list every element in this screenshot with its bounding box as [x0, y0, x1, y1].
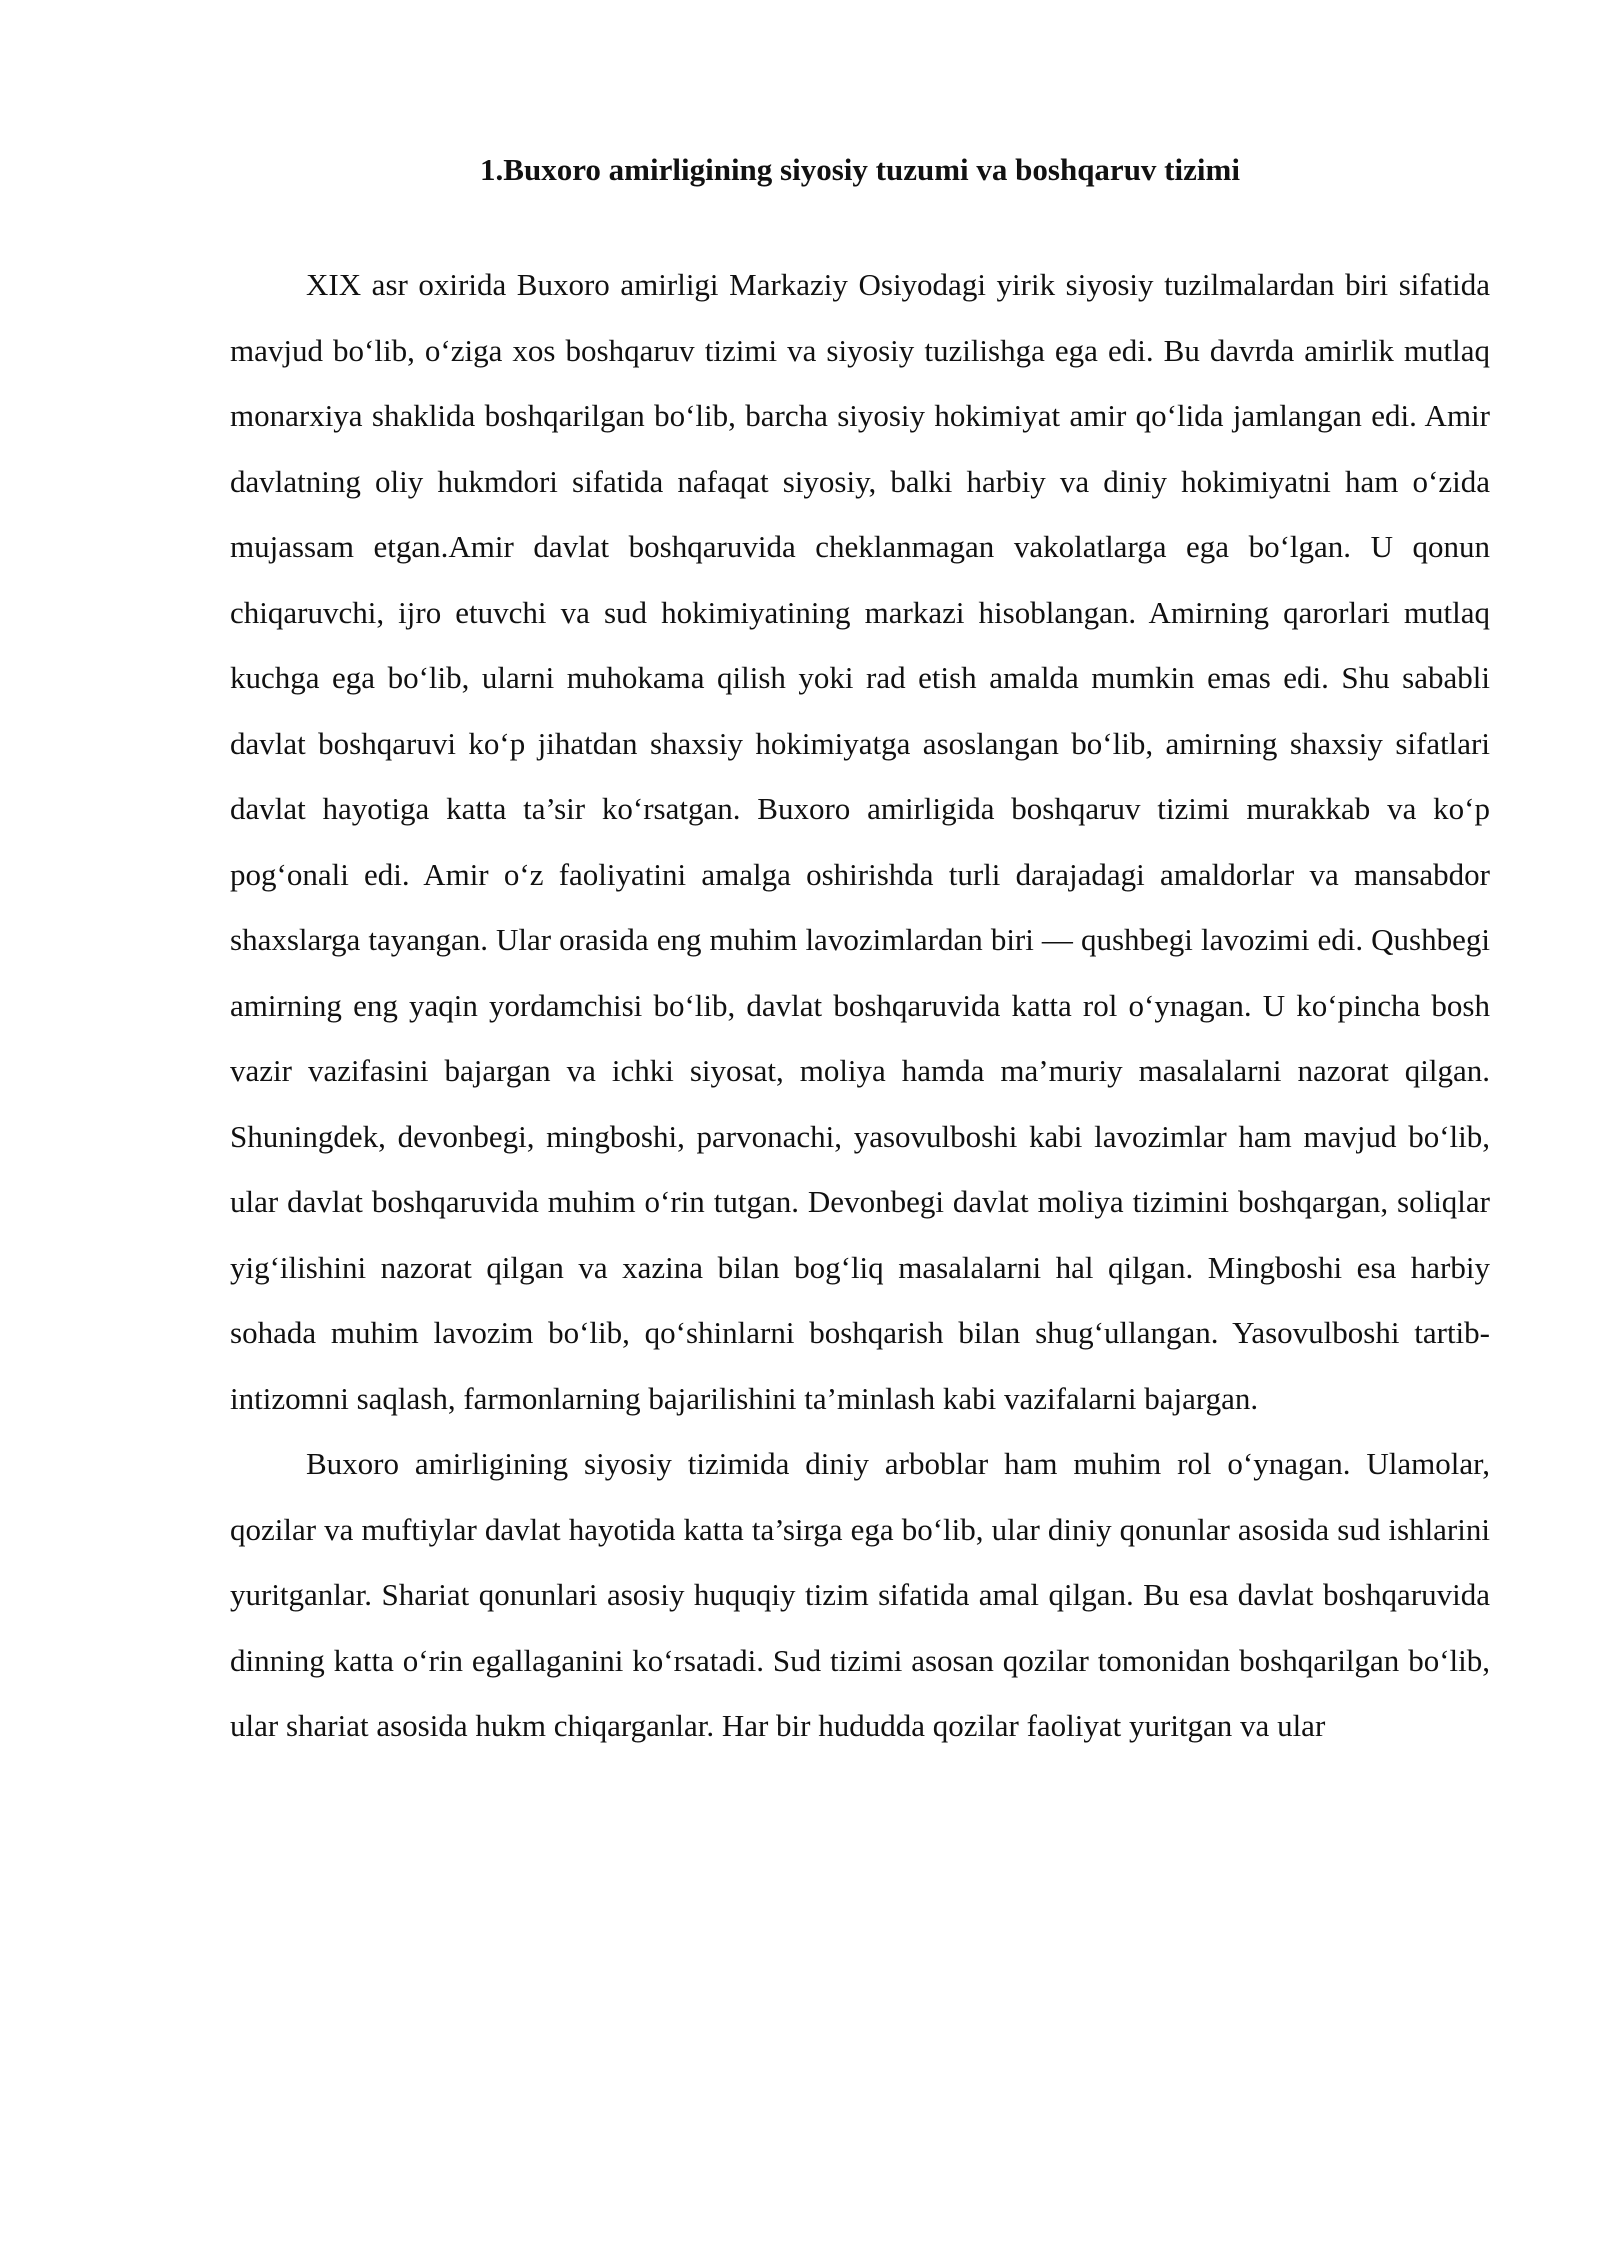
section-heading: 1.Buxoro amirligining siyosiy tuzumi va boshqaruv tizimi [480, 152, 1240, 187]
paragraph-1: XIX asr oxirida Buxoro amirligi Markaziy Osiyodagi yirik siyosiy tuzilmalardan biri sifatida mavjud bo‘lib, o‘ziga xos boshqaruv tizimi va siyosiy tuzilishga ega edi. Bu davrda amirlik mutlaq monarxiya shaklida boshqarilgan bo‘lib, barcha siyosiy hokimiyat amir qo‘lida jamlangan edi. Amir davlatning oliy hukmdori sifatida nafaqat siyosiy, balki harbiy va diniy hokimiyatni ham o‘zida mujassam etgan.Amir davlat boshqaruvida cheklanmagan vakolatlarga ega bo‘lgan. U qonun chiqaruvchi, ijro etuvchi va sud hokimiyatining markazi hisoblangan. Amirning qarorlari mutlaq kuchga ega bo‘lib, ularni muhokama qilish yoki rad etish amalda mumkin emas edi. Shu sababli davlat boshqaruvi ko‘p jihatdan shaxsiy hokimiyatga asoslangan bo‘lib, amirning shaxsiy sifatlari davlat hayotiga katta ta’sir ko‘rsatgan. Buxoro amirligida boshqaruv tizimi murakkab va ko‘p pog‘onali edi. Amir o‘z faoliyatini amalga oshirishda turli darajadagi amaldorlar va mansabdor shaxslarga tayangan. Ular orasida eng muhim lavozimlardan biri — qushbegi lavozimi edi. Qushbegi amirning eng yaqin yordamchisi bo‘lib, davlat boshqaruvida katta rol o‘ynagan. U ko‘pincha bosh vazir vazifasini bajargan va ichki siyosat, moliya hamda ma’muriy masalalarni nazorat qilgan. Shuningdek, devonbegi, mingboshi, parvonachi, yasovulboshi kabi lavozimlar ham mavjud bo‘lib, ular davlat boshqaruvida muhim o‘rin tutgan. Devonbegi davlat moliya tizimini boshqargan, soliqlar yig‘ilishini nazorat qilgan va xazina bilan bog‘liq masalalarni hal qilgan. Mingboshi esa harbiy sohada muhim lavozim bo‘lib, qo‘shinlarni boshqarish bilan shug‘ullangan. Yasovulboshi tartib-intizomni saqlash, farmonlarning bajarilishini ta’minlash kabi vazifalarni bajargan. [230, 267, 1490, 1416]
paragraph-2: Buxoro amirligining siyosiy tizimida diniy arboblar ham muhim rol o‘ynagan. Ulamolar, qozilar va muftiylar davlat hayotida katta ta’sirga ega bo‘lib, ular diniy qonunlar asosida sud ishlarini yuritganlar. Shariat qonunlari asosiy huquqiy tizim sifatida amal qilgan. Bu esa davlat boshqaruvida dinning katta o‘rin egallaganini ko‘rsatadi. Sud tizimi asosan qozilar tomonidan boshqarilgan bo‘lib, ular shariat asosida hukm chiqarganlar. Har bir hududda qozilar faoliyat yuritgan va ular [230, 1446, 1490, 1743]
body-text [230, 252, 1490, 1759]
